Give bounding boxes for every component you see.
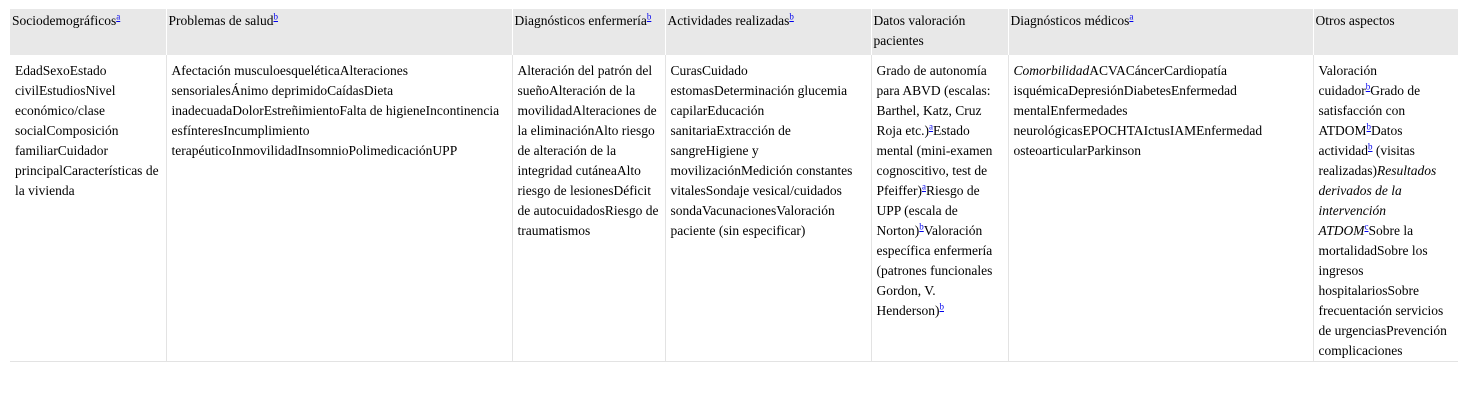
footnote-link[interactable]: b [1365, 81, 1371, 92]
col-header-diagnosticos-enfermeria: Diagnósticos enfermería$^b$ [512, 9, 665, 55]
cell-problemas-salud: Afectación musculoesqueléticaAlteraciones sensorialesÁnimo deprimidoCaídasDieta inadecuadaDolorEstreñimientoFalta de higieneIncontinencia esfínteresIncumplimiento terapéuticoInmovilidadInsomnioPolimedicaciónUPP [166, 55, 512, 362]
footnote-link[interactable]: a [921, 181, 926, 192]
cell-diagnosticos-medicos: ComorbilidadACVACáncerCardiopatía isquémicaDepresiónDiabetesEnfermedad mentalEnfermedades neurológicasEPOCHTAIctusIAMEnfermedad osteoarticularParkinson [1008, 55, 1313, 362]
col-header-sociodemograficos: Sociodemográficos$^a$ [10, 9, 166, 55]
footnote-link[interactable]: b [1366, 121, 1372, 132]
col-header-datos-valoracion: Datos valoración pacientes [871, 9, 1008, 55]
col-header-actividades: Actividades realizadas$^b$ [665, 9, 871, 55]
footnote-link[interactable]: b [1367, 141, 1373, 152]
col-header-otros-aspectos: Otros aspectos [1313, 9, 1458, 55]
footnote-link[interactable]: a [928, 121, 933, 132]
footnote-link[interactable]: b [789, 11, 794, 22]
cell-otros-aspectos: Valoración cuidador$^b$Grado de satisfacción con ATDOM$^b$Datos actividad$^b$ (visitas realizadas)Resultados derivados de la intervención ATDOM$^c$Sobre la mortalidadSobre los ingresos hospitalariosSobre frecuentación servicios de urgenciasPrevención complicaciones [1313, 55, 1458, 362]
cell-sociodemograficos: EdadSexoEstado civilEstudiosNivel económico/clase socialComposición familiarCuidador principalCaracterísticas de la vivienda [15, 63, 159, 198]
footnote-link[interactable]: b [919, 221, 924, 232]
table-row [10, 55, 1458, 362]
col-header-diagnosticos-medicos: Diagnósticos médicos$^a$ [1008, 9, 1313, 55]
cell-actividades: CurasCuidado estomasDeterminación glucemia capilarEducación sanitariaExtracción de sangreHigiene y movilizaciónMedición constantes vitalesSondaje vesical/cuidados sondaVacunacionesValoración paciente (sin especificar) [665, 55, 871, 362]
footnote-link[interactable]: b [273, 11, 278, 22]
footnote-link[interactable]: a [116, 11, 121, 22]
footnote-link[interactable]: b [646, 11, 652, 22]
footnote-link[interactable]: a [1129, 11, 1134, 22]
data-table [10, 9, 1458, 362]
cell-datos-valoracion: Grado de autonomía para ABVD (escalas: Barthel, Katz, Cruz Roja etc.)$^a$Estado mental (mini-examen cognoscitivo, test de Pfeiffer)$^a$Riesgo de UPP (escala de Norton)$^b$Valoración específica enfermería (patrones funcionales Gordon, V. Henderson)$^b$ [871, 55, 1008, 362]
col-header-problemas-salud: Problemas de salud$^b$ [166, 9, 512, 55]
cell-diagnosticos-enfermeria: Alteración del patrón del sueñoAlteración de la movilidadAlteraciones de la eliminaciónAlto riesgo de alteración de la integridad cutáneaAlto riesgo de lesionesDéficit de autocuidadosRiesgo de traumatismos [512, 55, 665, 362]
footnote-link[interactable]: c [1364, 221, 1369, 232]
footnote-link[interactable]: b [939, 301, 944, 312]
header-row [10, 9, 1458, 55]
